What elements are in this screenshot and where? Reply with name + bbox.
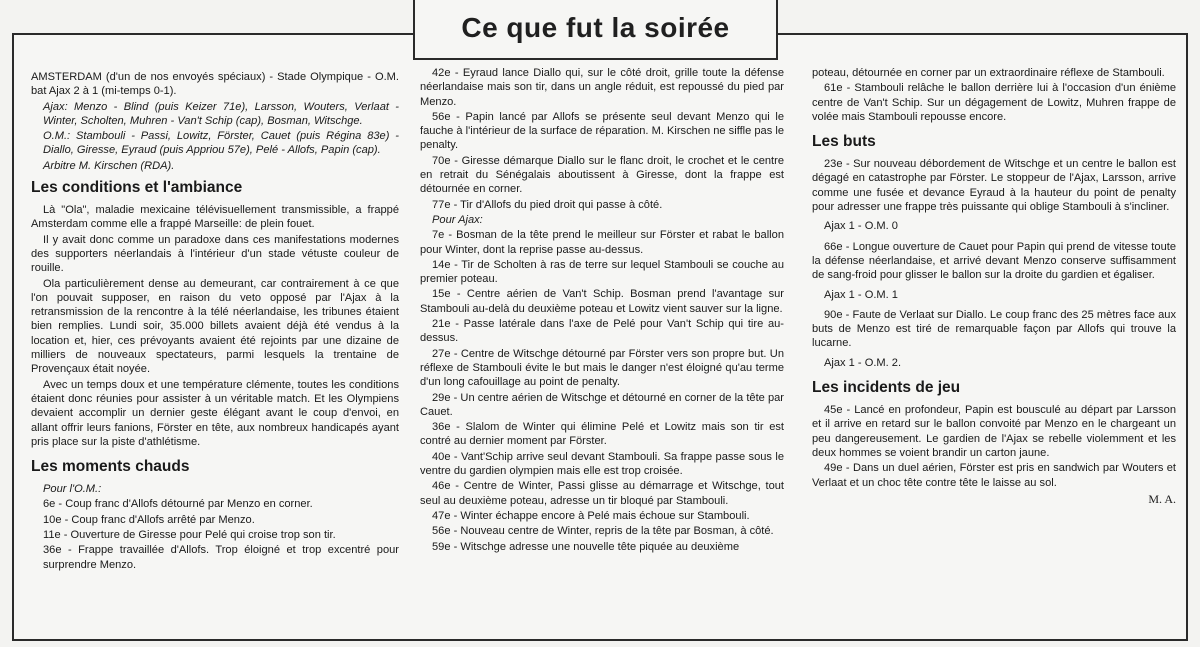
section-title-moments: Les moments chauds	[31, 458, 190, 476]
list-item: 7e - Bosman de la tête prend le meilleur sur Förster et rabat le ballon pour Winter, dont la reprise passe au-dessus.	[420, 229, 784, 256]
section-title-incidents: Les incidents de jeu	[812, 379, 961, 397]
continued-text: poteau, détournée en corner par un extraordinaire réflexe de Stambouli.	[812, 67, 1165, 79]
score-line: Ajax 1 - O.M. 0	[824, 220, 898, 233]
team-label-ajax: Pour Ajax:	[432, 213, 483, 226]
incident-description: 49e - Dans un duel aérien, Förster est pris en sandwich par Wouters et Verlaat et un choc tête contre tête le laisse au sol.	[812, 462, 1176, 489]
column-2	[420, 66, 784, 555]
goal-description: 66e - Longue ouverture de Cauet pour Papin qui prend de vitesse toute la défense néerlandaise, et arrivé devant Menzo conserve suffisamment de sang-froid pour glisser le ballon sur la droite du gardien et égaliser.	[812, 240, 1176, 282]
list-item: 6e - Coup franc d'Allofs détourné par Menzo en corner.	[43, 498, 313, 511]
list-item: 29e - Un centre aérien de Witschge et détourné en corner de la tête par Cauet.	[420, 391, 784, 418]
list-item: 61e - Stambouli relâche le ballon derrière lui à l'occasion d'un énième centre de Van't Schip. Sur un dégagement de Lowitz, Muhren frappe de volée mais Stambouli repousse encore.	[812, 82, 1176, 123]
list-item: 47e - Winter échappe encore à Pelé mais échoue sur Stambouli.	[432, 509, 750, 522]
section-title-buts: Les buts	[812, 133, 876, 151]
paragraph: Ola particulièrement dense au demeurant, car contrairement à ce que l'on pouvait supposer, en raison du veto opposé par l'Ajax à la retransmission de la rencontre à la télé néerlandaise, les tribunes étaient bien remplies. Lundi soir, 35.000 billets avaient déjà été vendus à la location et, hier, ces prévoyants avaient été rejoints par une dizaine de milliers de nouveaux spectateurs, parmi lesquels la trentaine de Provençaux était noyée.	[31, 277, 399, 376]
match-header: AMSTERDAM (d'un de nos envoyés spéciaux) - Stade Olympique - O.M. bat Ajax 2 à 1 (mi-temps 0-1).	[31, 71, 399, 98]
article-title: Ce que fut la soirée	[461, 12, 730, 43]
list-item: 56e - Papin lancé par Allofs se présente seul devant Menzo qui le fauche à l'intérieur de la surface de réparation. M. Kirschen ne siffle pas le penalty.	[420, 110, 784, 152]
incident-description: 45e - Lancé en profondeur, Papin est bousculé au départ par Larsson et il arrive en retard sur le ballon convoité par Menzo en le chargeant un peu dangereusement. Le gardien de l'Ajax se rebelle violemment et les deux hommes se voient brandir un carton jaune.	[812, 404, 1176, 459]
list-item: 42e - Eyraud lance Diallo qui, sur le côté droit, grille toute la défense néerlandaise mais son tir, dans un angle réduit, est repoussé du pied par Menzo.	[420, 67, 784, 108]
paragraph: Avec un temps doux et une température clémente, toutes les conditions étaient donc réunies pour assister à un véritable match. Et les Olympiens devaient accomplir un dernier geste élégant avant le coup d'envoi, en allant offrir leurs fanions, Förster en tête, aux nombreux handicapés ayant pris place sur la piste d'athlétisme.	[31, 378, 399, 448]
list-item: 14e - Tir de Scholten à ras de terre sur lequel Stambouli se couche au premier poteau.	[420, 258, 784, 286]
goal-description: 23e - Sur nouveau débordement de Witschge et un centre le ballon est dégagé en catastrophe par Förster. Le stoppeur de l'Ajax, Larsson, arrive comme une fusée et devance Eyraud à la hauteur du point de penalty pour adresser une frappe très puissante qui oblige Stambouli à s'incliner.	[812, 158, 1176, 214]
list-item: 40e - Vant'Schip arrive seul devant Stambouli. Sa frappe passe sous le ventre du gardien olympien mais elle est trop croisée.	[420, 450, 784, 478]
ajax-lineup: Ajax: Menzo - Blind (puis Keizer 71e), Larsson, Wouters, Verlaat - Winter, Scholten, Muhren - Van't Schip (cap), Bosman, Witschge.	[43, 100, 399, 127]
list-item: 27e - Centre de Witschge détourné par Förster vers son propre but. Un réflexe de Stambouli évite le but mais le danger n'est éloigné qu'au terme d'un long cafouillage au point de penalty.	[420, 347, 784, 389]
list-item: 11e - Ouverture de Giresse pour Pelé qui croise trop son tir.	[43, 529, 336, 542]
list-item: 77e - Tir d'Allofs du pied droit qui passe à côté.	[432, 198, 663, 211]
list-item: 70e - Giresse démarque Diallo sur le flanc droit, le crochet et le centre en retrait du Sénégalais aboutissent à Giresse, dont la frappe est détournée en corner.	[420, 154, 784, 196]
list-item: 15e - Centre aérien de Van't Schip. Bosman prend l'avantage sur Stambouli au-delà du deuxième poteau et Lowitz vient sauver sur la ligne.	[420, 288, 784, 315]
score-line: Ajax 1 - O.M. 2.	[824, 356, 902, 369]
section-title-conditions: Les conditions et l'ambiance	[31, 179, 243, 197]
title-box	[413, 0, 778, 60]
column-1	[31, 70, 399, 573]
team-label-om: Pour l'O.M.:	[43, 483, 102, 496]
list-item: 59e - Witschge adresse une nouvelle tête piquée au deuxième	[432, 540, 740, 553]
list-item: 10e - Coup franc d'Allofs arrêté par Menzo.	[43, 513, 255, 526]
column-3	[812, 66, 1176, 506]
list-item: 36e - Slalom de Winter qui élimine Pelé et Lowitz mais son tir est contré au dernier moment par Förster.	[420, 421, 784, 448]
goal-description: 90e - Faute de Verlaat sur Diallo. Le coup franc des 25 mètres face aux buts de Menzo est tiré de remarquable façon par Allofs qui trouve la lucarne.	[812, 308, 1176, 350]
score-line: Ajax 1 - O.M. 1	[824, 288, 898, 301]
author-signature: M. A.	[1148, 491, 1176, 506]
list-item: 56e - Nouveau centre de Winter, repris de la tête par Bosman, à côté.	[432, 525, 774, 538]
referee: Arbitre M. Kirschen (RDA).	[43, 159, 175, 172]
list-item: 21e - Passe latérale dans l'axe de Pelé pour Van't Schip qui tire au-dessus.	[420, 318, 784, 345]
om-lineup: O.M.: Stambouli - Passi, Lowitz, Förster, Cauet (puis Régina 83e) - Diallo, Giresse, Eyraud (puis Appriou 57e), Pelé - Allofs, Papin (cap).	[43, 130, 399, 157]
list-item: 46e - Centre de Winter, Passi glisse au démarrage et Witschge, tout seul au deuxième poteau, adresse un tir bloqué par Stambouli.	[420, 480, 784, 507]
list-item: 36e - Frappe travaillée d'Allofs. Trop éloigné et trop excentré pour surprendre Menzo.	[43, 544, 399, 571]
paragraph: Là "Ola", maladie mexicaine télévisuellement transmissible, a frappé Amsterdam comme elle a frappé Marseille: de plein fouet.	[31, 204, 399, 231]
paragraph: Il y avait donc comme un paradoxe dans ces manifestations modernes des supporters néerlandais à l'intérieur d'un stade vétuste couleur de rouille.	[31, 233, 399, 275]
